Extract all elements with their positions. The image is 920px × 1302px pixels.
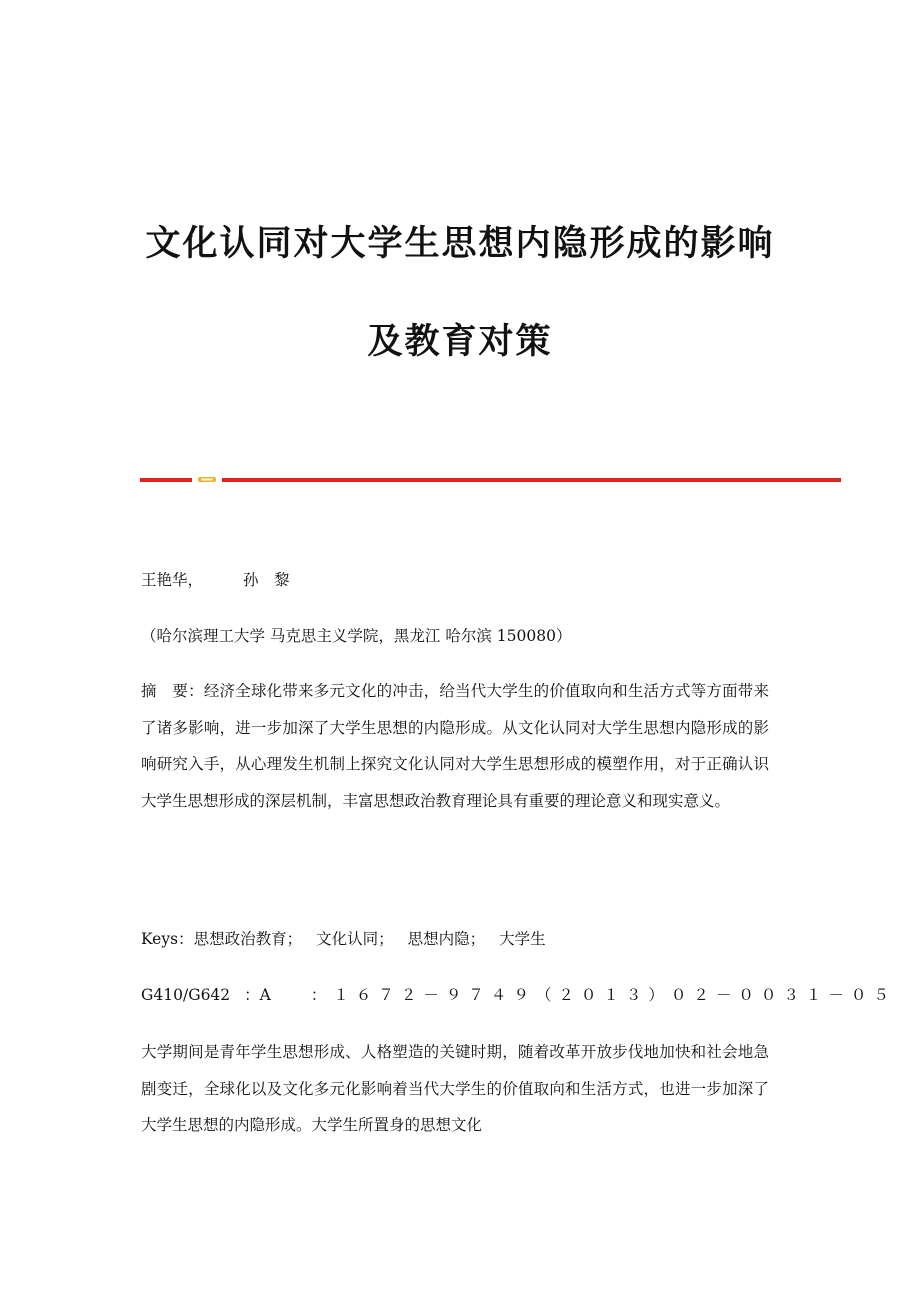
authors	[141, 570, 290, 590]
keyword-item: 思想政治教育；	[193, 930, 303, 948]
keyword-item: 文化认同；	[316, 930, 394, 948]
abstract	[141, 673, 769, 819]
affiliation: （哈尔滨理工大学 马克思主义学院，黑龙江 哈尔滨 150080）	[141, 627, 572, 645]
title-divider-left	[140, 478, 192, 482]
keywords-label: Keys：	[141, 930, 194, 948]
author-first: 王艳华，	[141, 571, 204, 589]
abstract-text: 经济全球化带来多元文化的冲击，给当代大学生的价值取向和生活方式等方面带来了诸多影响，进一步加深了大学生思想的内隐形成。从文化认同对大学生思想内隐形成的影响研究入手，从心理发生机制上探究文化认同对大学生思想形成的模塑作用，对于正确认识大学生思想形成的深层机制，丰富思想政治教育理论具有重要的理论意义和现实意义。	[141, 682, 769, 810]
body-paragraph: 大学期间是青年学生思想形成、人格塑造的关键时期，随着改革开放步伐地加快和社会地急剧变迁，全球化以及文化多元化影响着当代大学生的价值取向和生活方式，也进一步加深了大学生思想的内隐形成。大学生所置身的思想文化	[141, 1043, 769, 1135]
page-title-line-1: 文化认同对大学生思想内隐形成的影响	[145, 224, 775, 264]
article-number: ：１６７２－９７４９（２０１３）０２－００３１－０５	[310, 986, 896, 1004]
clc-number: G410/G642	[141, 986, 231, 1004]
author-second: 孙 黎	[243, 571, 290, 589]
abstract-label: 摘 要：	[141, 682, 204, 700]
title-divider-right	[222, 478, 841, 482]
divider-ornament-icon	[198, 476, 216, 483]
document-code: ：A	[244, 986, 271, 1004]
classification-codes	[141, 985, 896, 1005]
keywords	[141, 929, 546, 949]
page-title-line-2: 及教育对策	[367, 322, 553, 362]
keyword-item: 大学生	[499, 930, 546, 948]
keyword-item: 思想内隐；	[407, 930, 486, 948]
